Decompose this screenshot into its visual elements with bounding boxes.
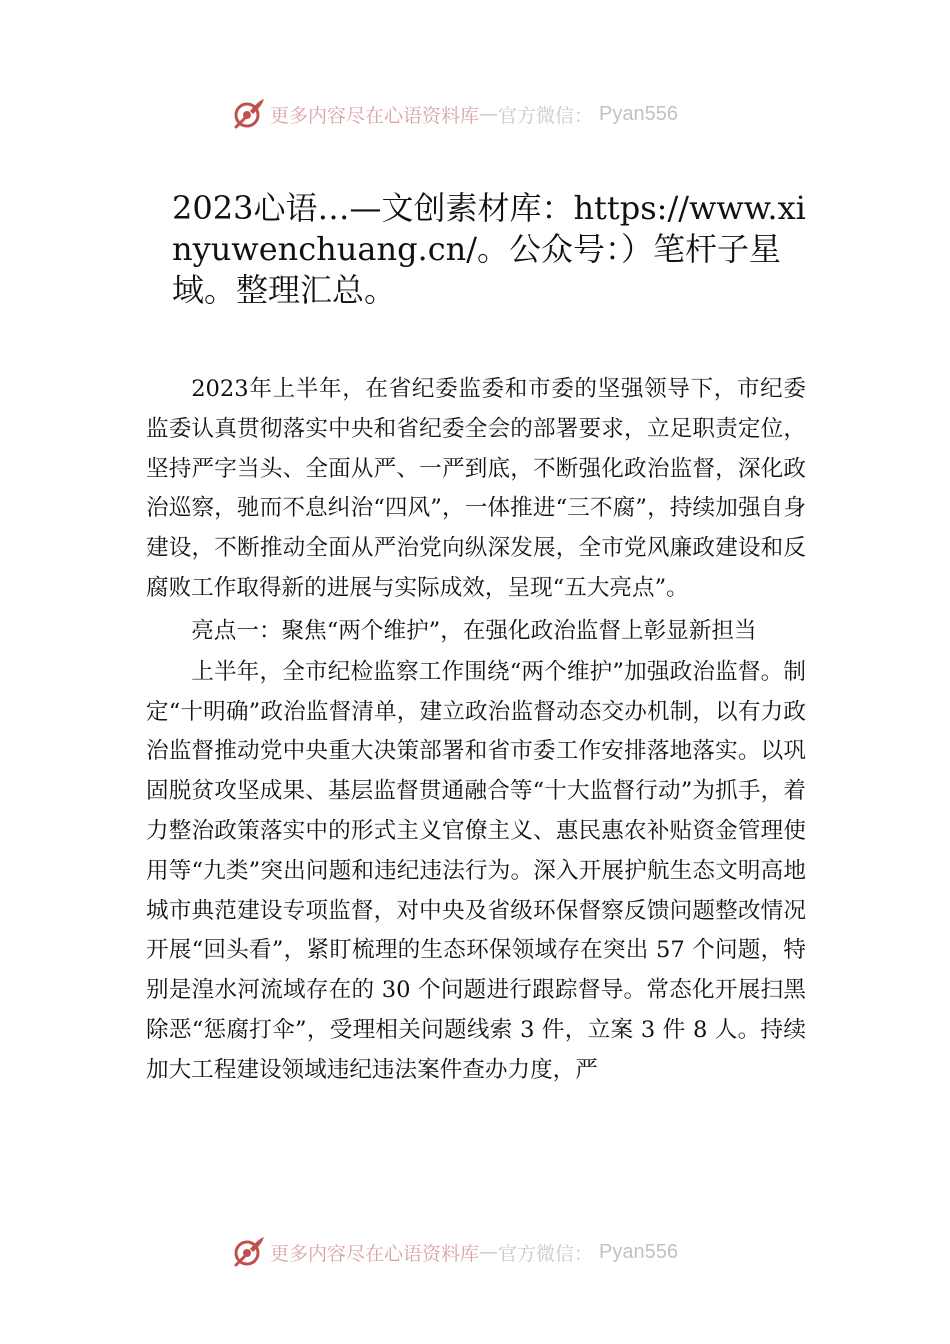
highlight-one-title: 亮点一：聚焦“两个维护”，在强化政治监督上彰显新担当 xyxy=(191,617,757,644)
watermark-separator: — xyxy=(479,1241,499,1263)
header-watermark xyxy=(232,96,678,132)
footer-watermark xyxy=(232,1234,678,1270)
highlight-one-paragraph: 上半年，全市纪检监察工作围绕“两个维护”加强政治监督。制定“十明确”政治监督清单，建立政治监督动态交办机制，以有力政治监督推动党中央重大决策部署和省市委工作安排落地落实。以巩固脱贫攻坚成果、基层监督贯通融合等“十大监督行动”为抓手，着力整治政策落实中的形式主义官僚主义、惠民惠农补贴资金管理使用等“九类”突出问题和违纪违法行为。深入开展护航生态文明高地城市典范建设专项监督，对中央及省级环保督察反馈问题整改情况开展“回头看”，紧盯梳理的生态环保领域存在突出 57 个问题，特别是湟水河流域存在的 30 个问题进行跟踪督导。常态化开展扫黑除恶“惩腐打伞”，受理相关问题线索 3 件，立案 3 件 8 人。持续加大工程建设领域违纪违法案件查办力度，严 xyxy=(146,658,806,1083)
watermark-wechat-id: Pyan556 xyxy=(599,1240,678,1263)
watermark-wechat-id: Pyan556 xyxy=(599,102,678,125)
watermark-label: 官方微信： xyxy=(498,1242,594,1265)
watermark-separator: — xyxy=(479,103,499,125)
watermark-brand-text: 更多内容尽在心语资料库 xyxy=(270,104,480,127)
document-heading: 2023心语…—文创素材库：https://www.xinyuwenchuang.cn/。公众号：）笔杆子星域。整理汇总。 xyxy=(172,189,806,309)
document-body xyxy=(146,370,806,1091)
watermark-brand-text: 更多内容尽在心语资料库 xyxy=(270,1242,480,1265)
quill-pen-logo-icon xyxy=(232,97,266,131)
watermark-label: 官方微信： xyxy=(498,104,594,127)
quill-pen-logo-icon xyxy=(232,1235,266,1269)
intro-paragraph: 2023年上半年，在省纪委监委和市委的坚强领导下，市纪委监委认真贯彻落实中央和省纪委全会的部署要求，立足职责定位，坚持严字当头、全面从严、一严到底，不断强化政治监督，深化政治巡察，驰而不息纠治“四风”，一体推进“三不腐”，持续加强自身建设，不断推动全面从严治党向纵深发展，全市党风廉政建设和反腐败工作取得新的进展与实际成效，呈现“五大亮点”。 xyxy=(146,376,806,601)
